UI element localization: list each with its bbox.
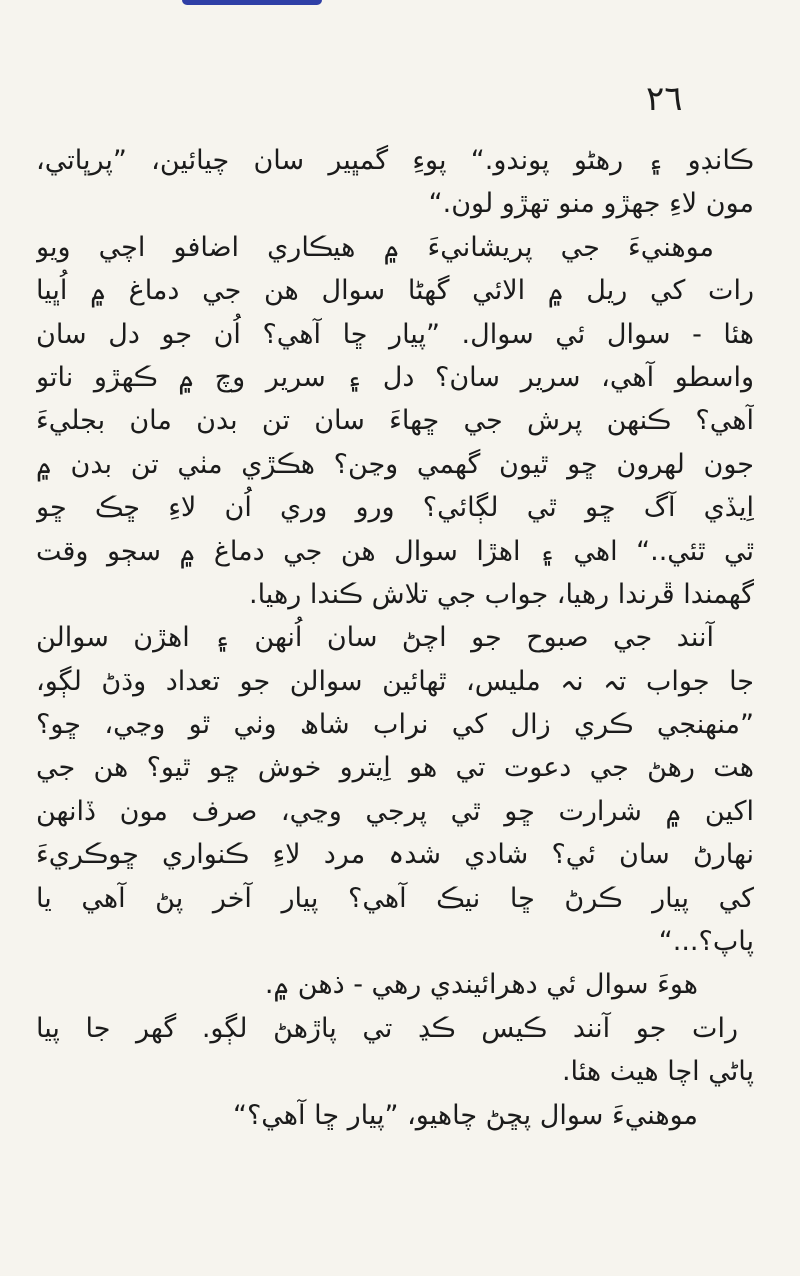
text-line: کي پيار ڪرڻ ڇا نيڪ آھي؟ پيار آخر پڻ آھي يا <box>36 882 754 914</box>
text-line: ٿي ٿئي..“ اھي ۽ اھڙا سوال ھن جي دماغ ۾ سڄو وقت <box>36 535 754 567</box>
text-line: موھنيءَ سوال پڇڻ چاھيو، ”پيار ڇا آھي؟“ <box>232 1099 698 1131</box>
text-line: جا جواب تہ نہ مليس، ٿھائين سوالن جو تعداد وڌڻ لڳو، <box>36 665 754 697</box>
text-line: پاڻي اچا ھيٺ ھئا. <box>561 1056 754 1088</box>
page-body <box>36 139 754 1229</box>
text-line: پاپ؟...“ <box>658 926 754 958</box>
text-line: جون لھرون ڇو ٿيون گھمي وڃن؟ ھڪڙي مٺي تن بدن ۾ <box>36 448 754 480</box>
text-line: نھارڻ سان ئي؟ شادي شدہ مرد لاءِ ڪنواري ڇوڪريءَ <box>36 839 754 871</box>
text-line: موھنيءَ جي پريشانيءَ ۾ ھيڪاري اضافو اچي ويو <box>36 231 714 263</box>
page-number: ٢٦ <box>646 79 683 119</box>
text-line: ھوءَ سوال ئي دھرائيندي رھي - ذھن ۾. <box>264 969 698 1001</box>
text-line: آنند جي صبوح جو اچڻ سان اُنھن ۽ اھڙن سوالن <box>36 622 714 654</box>
text-line: اِيڏي آگ ڇو ٿي لڳائي؟ ورو وري اُن لاءِ ڇڪ ڇو <box>36 492 754 524</box>
text-line: رات جو آنند ڪيس ڪڍ تي پاڙھڻ لڳو. گھر جا پيا <box>36 1012 738 1044</box>
text-line: ھت رھڻ جي دعوت تي ھو اِيترو خوش ڇو ٿيو؟ ھن جي <box>36 752 754 784</box>
text-line: آھي؟ ڪنھن پرش جي ڇھاءَ سان تن بدن مان بجليءَ <box>36 405 754 437</box>
text-line: ”منھنجي ڪري زال کي نراب شاھ وٺي ٿو وڃي، ڇو؟ <box>36 709 754 741</box>
text-line: واسطو آھي، سرير سان؟ دل ۽ سرير وچ ۾ ڪھڙو ناتو <box>36 361 754 393</box>
text-line: ھئا - سوال ئي سوال. ”پيار ڇا آھي؟ اُن جو دل سان <box>36 318 754 350</box>
text-line: مون لاءِ جھڙو منو تھڙو لون.“ <box>428 188 754 220</box>
text-line: اکين ۾ شرارت ڇو ٿي پرجي وڃي، صرف مون ڏانھن <box>36 795 754 827</box>
text-line: رات کي ريل ۾ الائي گھڻا سوال ھن جي دماغ ۾ اُڀيا <box>36 275 754 307</box>
text-line: گھمندا ڦرندا رھيا، جواب جي تلاش ڪندا رھيا. <box>249 578 754 610</box>
text-line: ڪانڊو ۽ رھڻو پوندو.“ پوءِ گمڀير سان چيائين، ”پرڀاتي، <box>36 145 754 176</box>
scanner-tape-mark <box>182 0 322 5</box>
